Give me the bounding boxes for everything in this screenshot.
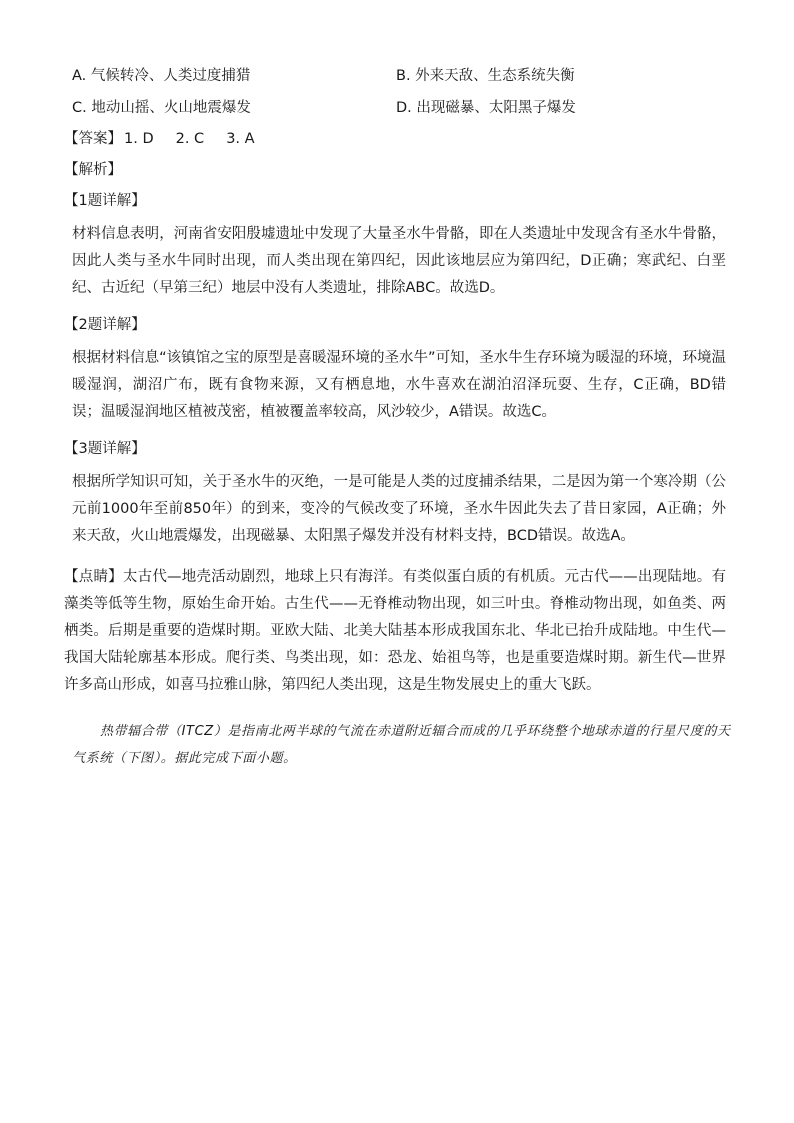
q2-label: 【2题详解】 bbox=[64, 317, 146, 333]
option-a: A. 气候转冷、人类过度捕猎 bbox=[72, 68, 251, 84]
answer-line bbox=[64, 129, 724, 149]
tip-label: 【点睛】 bbox=[64, 569, 123, 585]
tip-paragraph bbox=[64, 564, 726, 699]
answer-3: 3. A bbox=[226, 131, 255, 147]
answer-label: 【答案】 bbox=[64, 131, 122, 147]
option-c: C. 地动山摇、火山地震爆发 bbox=[72, 100, 251, 116]
q2-explanation: 根据材料信息“该镇馆之宝的原型是喜暖湿环境的圣水牛”可知，圣水牛生存环境为暖湿的环境，环境温暖湿润，湖沼广布，既有食物来源，又有栖息地，水牛喜欢在湖泊沼泽玩耍、生存，C正确，BD错误；温暖湿润地区植被茂密，植被覆盖率较高，风沙较少，A错误。故选C。 bbox=[72, 350, 726, 420]
q3-explanation: 根据所学知识可知，关于圣水牛的灭绝，一是可能是人类的过度捕杀结果，二是因为第一个寒冷期（公元前1000年至前850年）的到来，变冷的气候改变了环境，圣水牛因此失去了昔日家园，A正确；外来天敌，火山地震爆发，出现磁暴、太阳黑子爆发并没有材料支持，BCD错误。故选A。 bbox=[72, 474, 726, 544]
analysis-label: 【解析】 bbox=[64, 162, 122, 178]
q1-label: 【1题详解】 bbox=[64, 193, 146, 209]
q1-explanation: 材料信息表明，河南省安阳殷墟遗址中发现了大量圣水牛骨骼，即在人类遗址中发现含有圣水牛骨骼，因此人类与圣水牛同时出现，而人类出现在第四纪，因此该地层应为第四纪，D正确；寒武纪、白垩纪、古近纪（早第三纪）地层中没有人类遗址，排除ABC。故选D。 bbox=[72, 226, 726, 296]
tip-text: 太古代—地壳活动剧烈，地球上只有海洋。有类似蛋白质的有机质。元古代——出现陆地。有藻类等低等生物，原始生命开始。古生代——无脊椎动物出现，如三叶虫。脊椎动物出现，如鱼类、两栖类。后期是重要的造煤时期。亚欧大陆、北美大陆基本形成我国东北、华北已抬升成陆地。中生代—我国大陆轮廓基本形成。爬行类、鸟类出现，如：恐龙、始祖鸟等，也是重要造煤时期。新生代—世界许多高山形成，如喜马拉雅山脉，第四纪人类出现，这是生物发展史上的重大飞跃。 bbox=[64, 569, 727, 693]
option-d: D. 出现磁暴、太阳黑子爆发 bbox=[396, 100, 576, 116]
next-question-intro: 热带辐合带（ITCZ）是指南北两半球的气流在赤道附近辐合而成的几乎环绕整个地球赤道的行星尺度的天气系统（下图）。据此完成下面小题。 bbox=[72, 724, 731, 766]
answer-1: 1. D bbox=[124, 131, 154, 147]
q3-label: 【3题详解】 bbox=[64, 441, 146, 457]
answer-2: 2. C bbox=[175, 131, 205, 147]
option-b: B. 外来天敌、生态系统失衡 bbox=[396, 68, 575, 84]
